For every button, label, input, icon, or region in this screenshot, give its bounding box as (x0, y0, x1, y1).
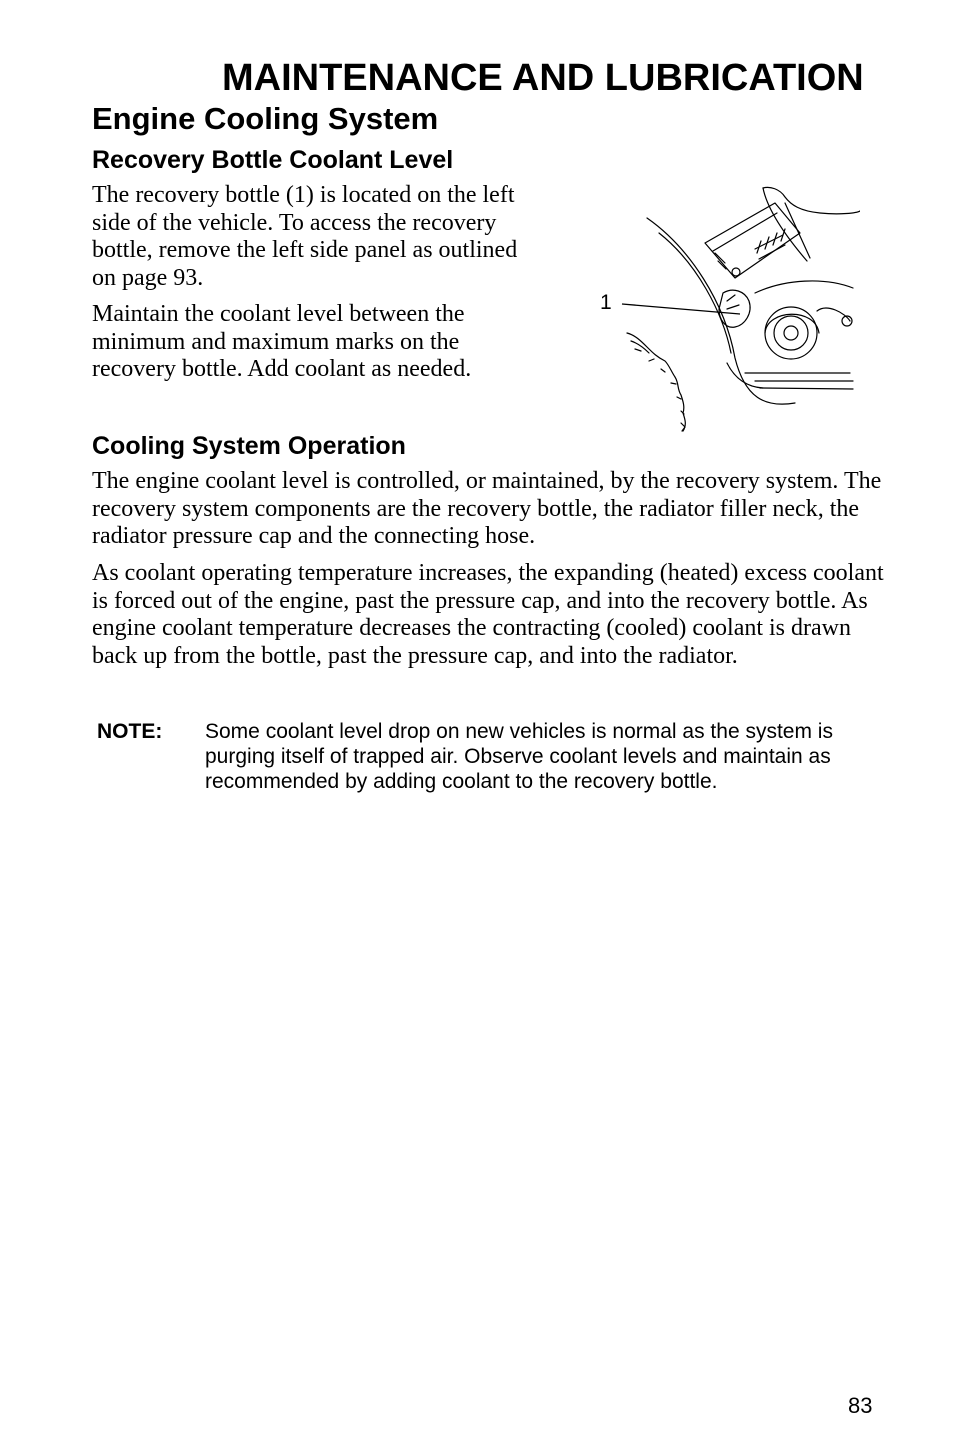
subsection-title-operation: Cooling System Operation (92, 432, 406, 460)
note-text: Some coolant level drop on new vehicles is normal as the system is purging itself of trapped air. Observe coolant levels and maintain as recommended by adding coolant to the recovery bottle. (205, 720, 833, 793)
note-label: NOTE: (97, 720, 163, 743)
chapter-title: MAINTENANCE AND LUBRICATION (222, 57, 864, 99)
operation-paragraph-1: The engine coolant level is controlled, or maintained, by the recovery system. The recovery system components are the recovery bottle, the radiator filler neck, the radiator pressure cap and the connecting hose. (92, 468, 882, 549)
page-number: 83 (848, 1393, 873, 1418)
recovery-paragraph-2: Maintain the coolant level between the minimum and maximum marks on the recovery bottle. Add coolant as needed. (92, 301, 472, 382)
subsection-title-recovery: Recovery Bottle Coolant Level (92, 146, 454, 174)
callout-leader-line (618, 300, 748, 320)
section-title: Engine Cooling System (92, 101, 439, 136)
operation-paragraph-2: As coolant operating temperature increases, the expanding (heated) excess coolant is forced out of the engine, past the pressure cap, and into the recovery bottle. As engine coolant temperature decreases the contracting (cooled) coolant is drawn back up from the bottle, past the pressure cap, and into the radiator. (92, 560, 884, 669)
recovery-paragraph-1: The recovery bottle (1) is located on the left side of the vehicle. To access the recovery bottle, remove the left side panel as outlined on page 93. (92, 182, 518, 291)
callout-number: 1 (600, 291, 612, 314)
